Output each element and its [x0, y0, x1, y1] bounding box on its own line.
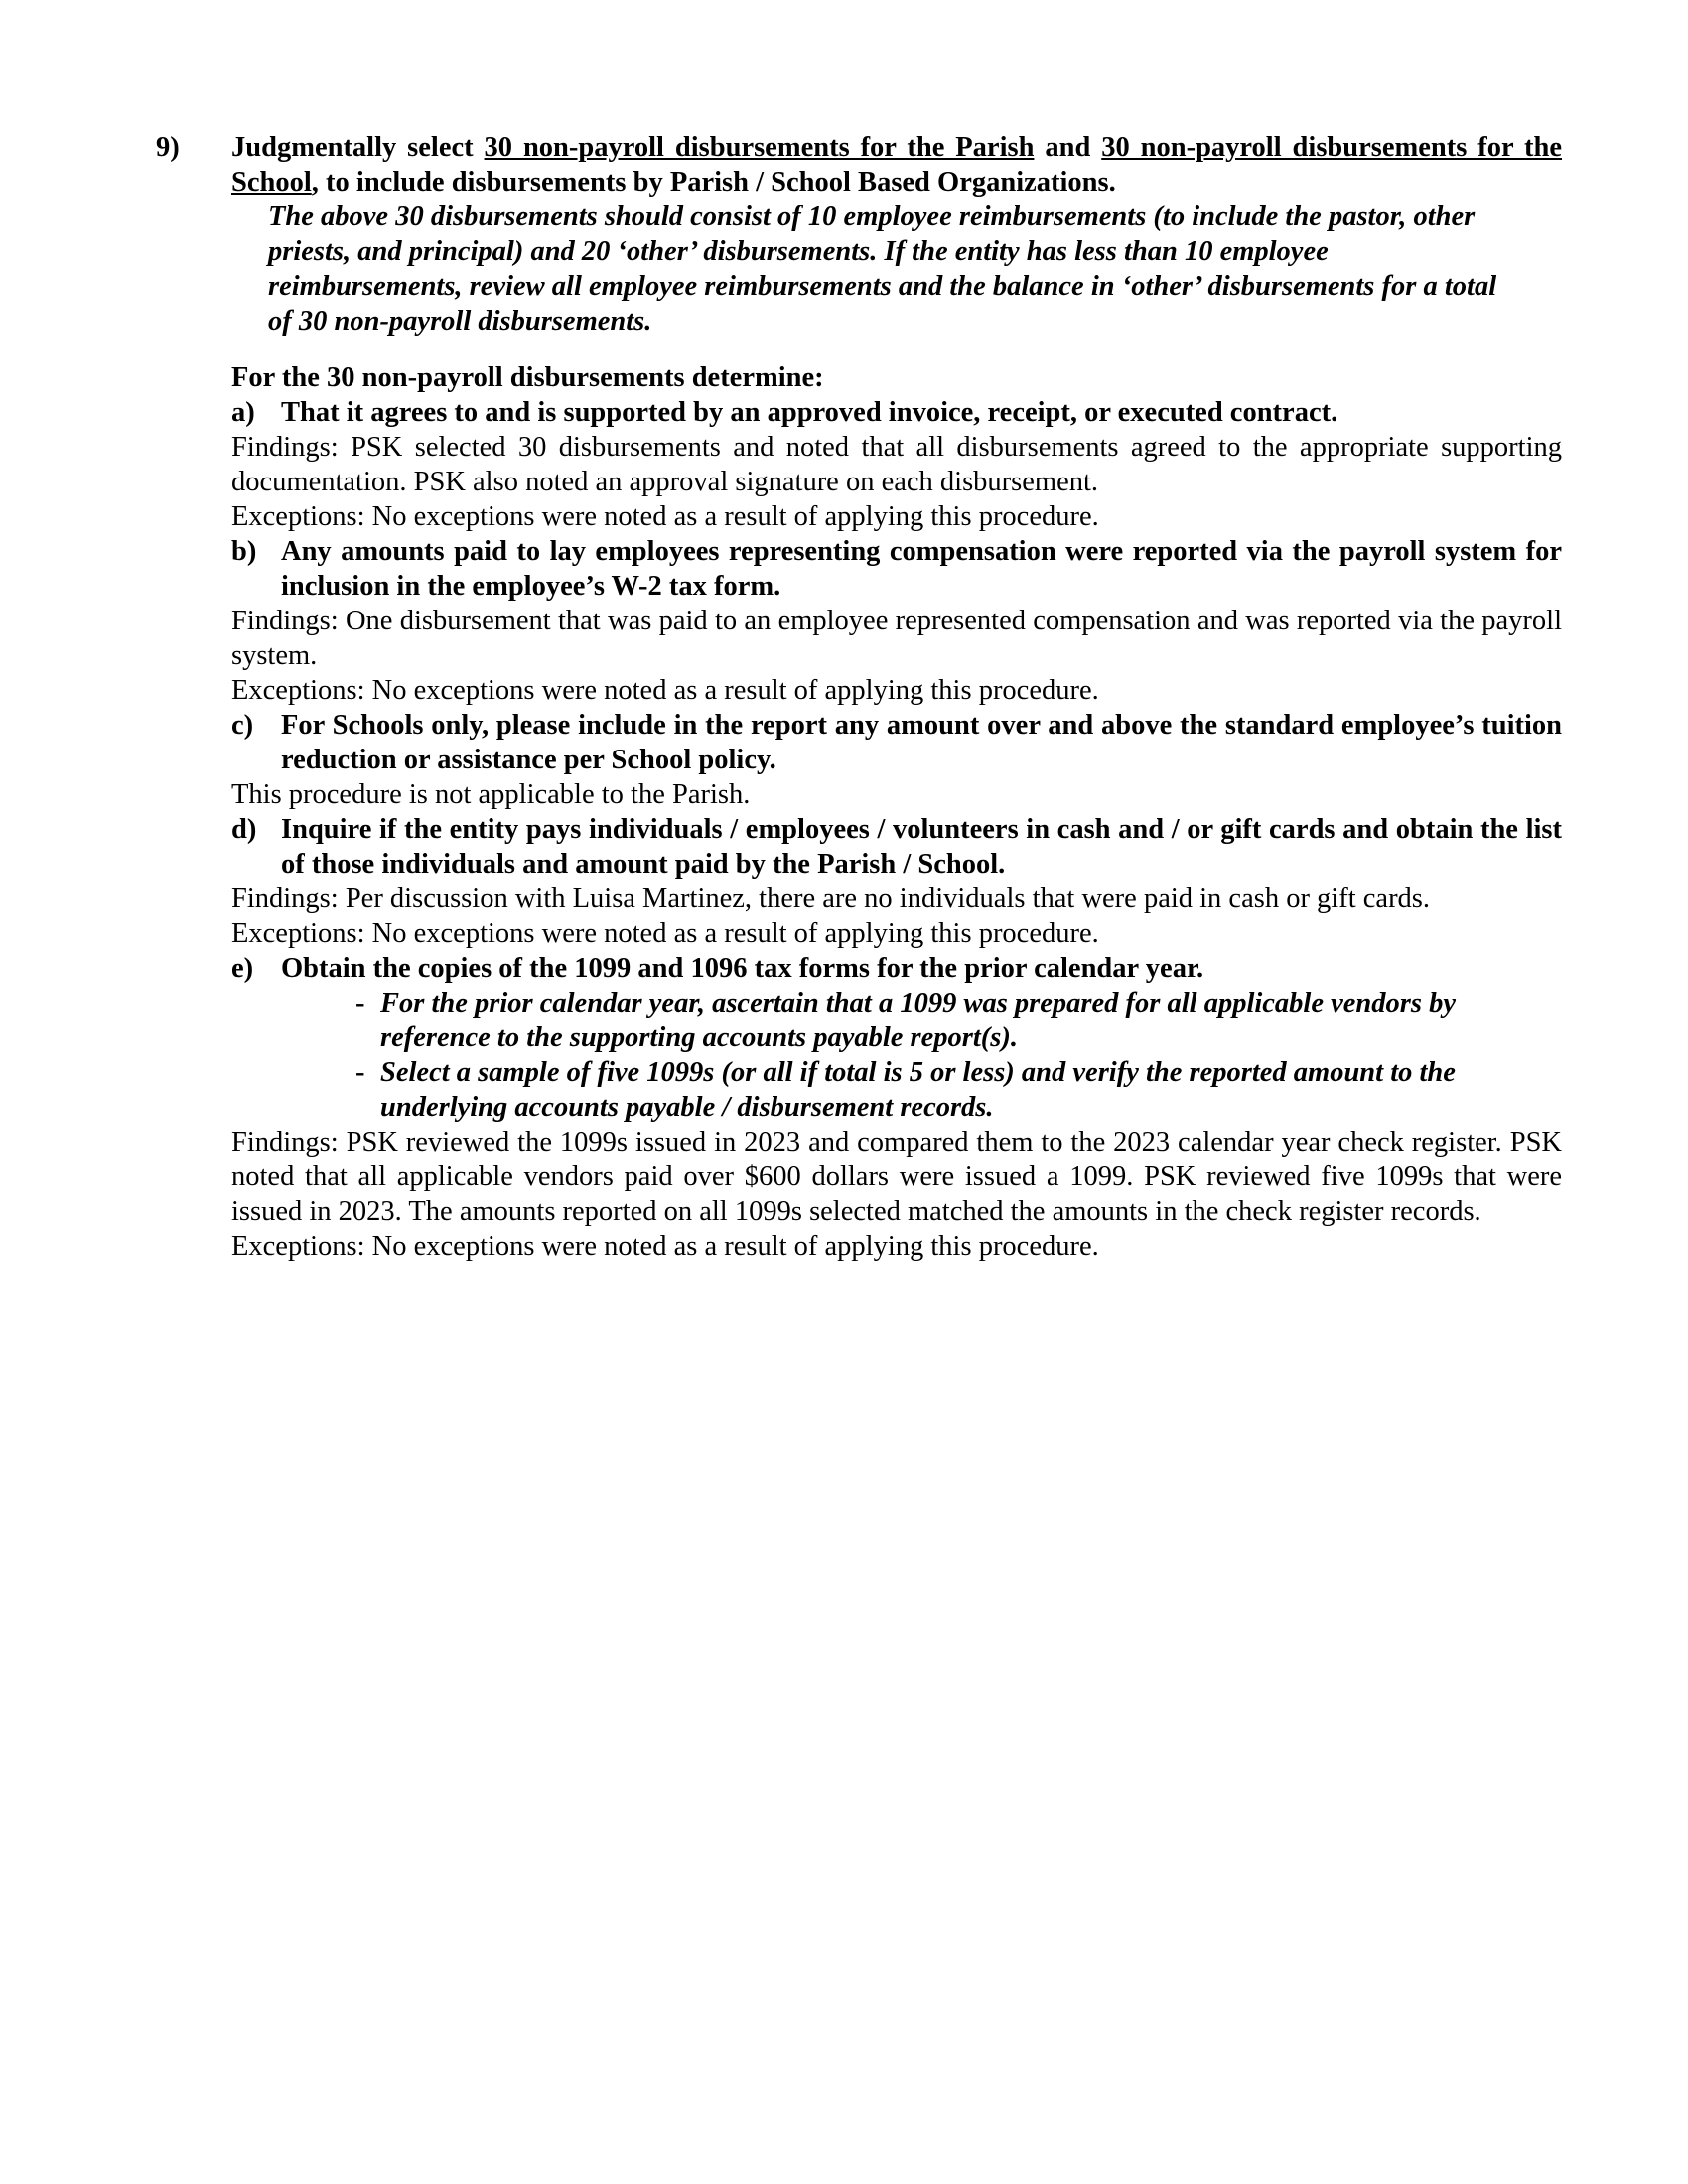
item-b-exceptions: Exceptions: No exceptions were noted as a result of applying this procedure.	[231, 675, 1099, 706]
item-a-letter: a)	[231, 397, 255, 428]
item-a	[231, 395, 1562, 430]
item-d	[231, 812, 1562, 882]
item-a-exceptions: Exceptions: No exceptions were noted as a result of applying this procedure.	[231, 501, 1099, 532]
item-e-exceptions: Exceptions: No exceptions were noted as a result of applying this procedure.	[231, 1231, 1099, 1262]
item-c-not-applicable: This procedure is not applicable to the Parish.	[231, 779, 751, 810]
item-d-text: Inquire if the entity pays individuals / employees / volunteers in cash and / or gift cards and obtain the list of those individuals and amount paid by the Parish / School.	[281, 814, 1562, 880]
heading-lead: Judgmentally select	[231, 132, 485, 163]
heading-school-underlined: 30 non-payroll disbursements for the School	[231, 132, 1563, 198]
procedure-heading	[231, 130, 1562, 200]
item-d-findings: Findings: Per discussion with Luisa Martinez, there are no individuals that were paid in cash or gift cards.	[231, 884, 1431, 914]
item-e-text: Obtain the copies of the 1099 and 1096 tax forms for the prior calendar year.	[281, 953, 1204, 984]
item-e-sub-item-dash: -	[355, 1057, 365, 1088]
item-e-letter: e)	[231, 953, 254, 984]
item-d-letter: d)	[231, 814, 257, 845]
heading-connector: and	[1034, 132, 1102, 163]
item-b-letter: b)	[231, 536, 257, 567]
procedure-number: 9)	[156, 132, 180, 163]
determine-label: For the 30 non-payroll disbursements determine:	[231, 362, 824, 393]
item-e-sub-item-dash: -	[355, 988, 365, 1019]
procedure-note: The above 30 disbursements should consist of 10 employee reimbursements (to include the pastor, other priests, and principal) and 20 ‘other’ disbursements. If the entity has less than 10 employee reimbursements, review all employee reimbursements and the balance in ‘other’ disbursements for a total of 30 non-payroll disbursements.	[268, 202, 1497, 337]
item-c	[231, 708, 1562, 777]
item-e-sub-item-text: Select a sample of five 1099s (or all if total is 5 or less) and verify the reported amount to the underlying accounts payable / disbursement records.	[380, 1057, 1456, 1123]
item-a-findings: Findings: PSK selected 30 disbursements and noted that all disbursements agreed to the appropriate supporting documentation. PSK also noted an approval signature on each disbursement.	[231, 432, 1562, 497]
item-e-sub-item-text: For the prior calendar year, ascertain that a 1099 was prepared for all applicable vendors by reference to the supporting accounts payable report(s).	[380, 988, 1456, 1053]
procedure-content	[231, 130, 1562, 1264]
item-c-text: For Schools only, please include in the report any amount over and above the standard employee’s tuition reduction or assistance per School policy.	[281, 710, 1562, 775]
heading-tail: , to include disbursements by Parish / School Based Organizations.	[311, 167, 1116, 198]
item-b-text: Any amounts paid to lay employees representing compensation were reported via the payroll system for inclusion in the employee’s W-2 tax form.	[281, 536, 1562, 602]
item-d-exceptions: Exceptions: No exceptions were noted as a result of applying this procedure.	[231, 918, 1099, 949]
item-e	[231, 951, 1562, 986]
heading-parish-underlined: 30 non-payroll disbursements for the Parish	[484, 132, 1035, 163]
item-b-findings: Findings: One disbursement that was paid to an employee represented compensation and was reported via the payroll system.	[231, 606, 1562, 671]
item-e-findings: Findings: PSK reviewed the 1099s issued in 2023 and compared them to the 2023 calendar year check register. PSK noted that all applicable vendors paid over $600 dollars were issued a 1099. PSK reviewed five 1099s that were issued in 2023. The amounts reported on all 1099s selected matched the amounts in the check register records.	[231, 1127, 1562, 1227]
item-a-text: That it agrees to and is supported by an approved invoice, receipt, or executed contract.	[281, 397, 1338, 428]
item-c-letter: c)	[231, 710, 254, 741]
item-b	[231, 534, 1562, 604]
item-e-sub-item	[355, 986, 1512, 1055]
item-e-sub-item	[355, 1055, 1512, 1125]
